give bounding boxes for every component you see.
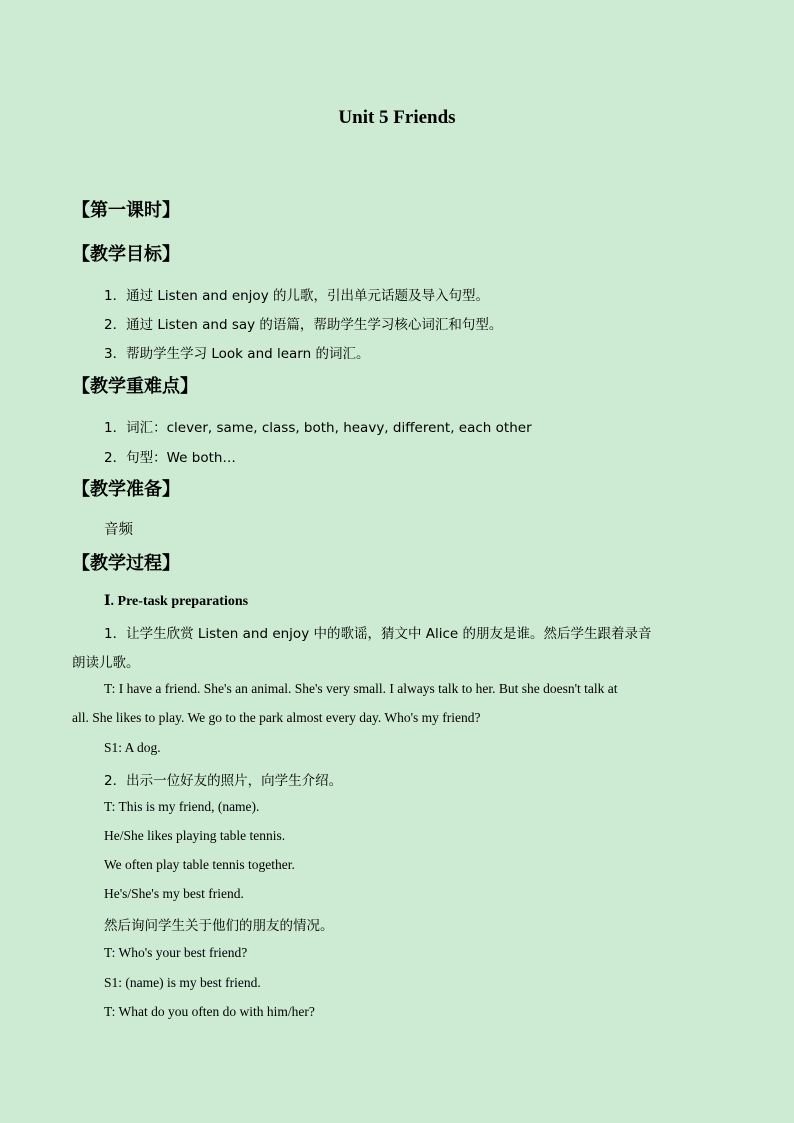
key-points-heading: 【教学重难点】: [72, 376, 198, 397]
objectives-heading: 【教学目标】: [72, 244, 180, 265]
process-line: He/She likes playing table tennis.: [104, 828, 286, 843]
process-line: all. She likes to play. We go to the park almost every day. Who's my friend?: [72, 710, 481, 725]
process-line: 朗读儿歌。: [72, 655, 140, 671]
lesson-heading: 【第一课时】: [72, 200, 180, 221]
process-line: We often play table tennis together.: [104, 857, 295, 872]
process-subtitle: Ⅰ. Pre-task preparations: [104, 594, 249, 609]
objective-item: 1．通过 Listen and enjoy 的儿歌，引出单元话题及导入句型。: [104, 288, 489, 304]
process-line: T: This is my friend, (name).: [104, 799, 260, 814]
process-line: S1: (name) is my best friend.: [104, 975, 261, 990]
process-heading: 【教学过程】: [72, 553, 180, 574]
process-line: 2．出示一位好友的照片，向学生介绍。: [104, 773, 343, 789]
page-title: Unit 5 Friends: [338, 107, 456, 128]
process-line: T: What do you often do with him/her?: [104, 1004, 315, 1019]
objective-item: 2．通过 Listen and say 的语篇，帮助学生学习核心词汇和句型。: [104, 317, 503, 333]
process-line: 1．让学生欣赏 Listen and enjoy 中的歌谣，猜文中 Alice 的朋友是谁。然后学生跟着录音: [104, 626, 652, 642]
key-point-item: 2．句型：We both…: [104, 450, 236, 466]
preparation-heading: 【教学准备】: [72, 479, 180, 500]
process-line: T: Who's your best friend?: [104, 945, 248, 960]
process-line: He's/She's my best friend.: [104, 886, 244, 901]
objective-item: 3．帮助学生学习 Look and learn 的词汇。: [104, 346, 370, 362]
process-line: S1: A dog.: [104, 740, 161, 755]
process-line: T: I have a friend. She's an animal. She's very small. I always talk to her. But she doesn't talk at: [104, 681, 618, 696]
process-line: 然后询问学生关于他们的朋友的情况。: [104, 918, 334, 934]
key-point-item: 1．词汇：clever, same, class, both, heavy, different, each other: [104, 420, 532, 436]
preparation-text: 音频: [104, 522, 133, 538]
